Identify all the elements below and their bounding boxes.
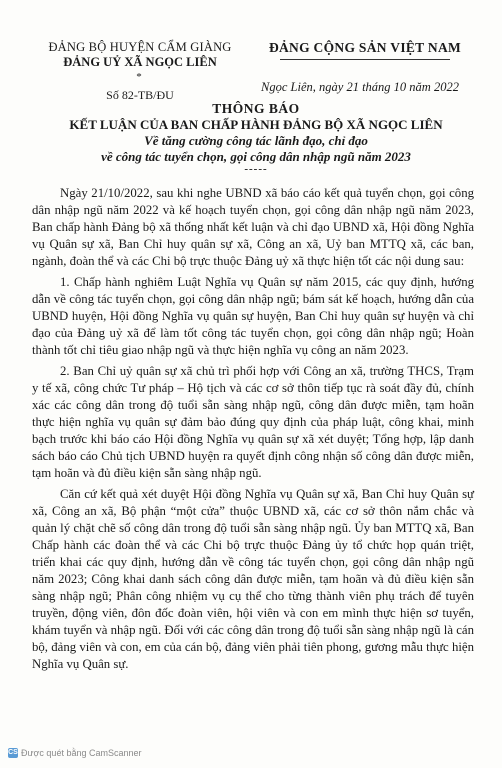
camscanner-icon: CS bbox=[8, 749, 18, 756]
document-date: Ngọc Liên, ngày 21 tháng 10 năm 2022 bbox=[261, 80, 459, 94]
title-separator: ----- bbox=[244, 163, 268, 175]
document-number: Số 82-TB/ĐU bbox=[106, 88, 174, 102]
scanner-text: Được quét bằng CamScanner bbox=[21, 748, 142, 758]
scanner-watermark bbox=[8, 748, 142, 758]
paragraph: Ngày 21/10/2022, sau khi nghe UBND xã báo cáo kết quả tuyển chọn, gọi công dân nhập ngũ năm 2022 và kế hoạch tuyển chọn, gọi công dân nhập ngũ năm 2023, Ban chấp hành Đảng bộ xã thống nhất kết luận và chỉ đạo UBND xã, Hội đồng Nghĩa vụ Quân sự xã, Ban Chỉ huy quân sự xã, Công an xã, Uỷ ban MTTQ xã, các ban, ngành, đoàn thể và các Chi bộ trực thuộc Đảng uỷ xã thực hiện tốt các nội dung sau: bbox=[32, 186, 474, 268]
issuing-authority bbox=[40, 40, 240, 103]
party-committee-commune: ĐẢNG UỶ XÃ NGỌC LIÊN bbox=[63, 55, 217, 69]
paragraph: Căn cứ kết quả xét duyệt Hội đồng Nghĩa vụ Quân sự xã, Ban Chỉ huy Quân sự xã, Công an xã, Bộ phận “một cửa” thuộc UBND xã, các cơ sở thôn nắm chắc và quản lý chặt chẽ số công dân trong độ tuổi sẵn sàng nhập ngũ. Ủy ban MTTQ xã, Ban Chấp hành các đoàn thể và các Chi bộ trực thuộc Đảng ủy tổ chức họp quán triệt, triển khai các quy định, hướng dẫn về công tác tuyển chọn, gọi công dân nhập ngũ năm 2023; Công khai danh sách công dân được miễn, tạm hoãn và đủ điều kiện sẵn sàng nhập ngũ; Phân công nhiệm vụ cụ thể cho từng thành viên phụ trách để tuyên truyền, động viên, đôn đốc đoàn viên, hội viên và con em mình thực hiện sơ tuyển, khám tuyển và nhập ngũ. Đối với các công dân trong độ tuổi sẵn sàng nhập ngũ là cán bộ, đảng viên và con, em của cán bộ, đảng viên phải tiên phong, gương mẫu thực hiện Nghĩa vụ Quân sự. bbox=[32, 487, 474, 671]
party-name-header bbox=[255, 40, 475, 60]
title-line-2: KẾT LUẬN CỦA BAN CHẤP HÀNH ĐẢNG BỘ XÃ NGỌC LIÊN bbox=[69, 117, 443, 132]
document-body bbox=[32, 185, 474, 677]
title-line-3: Về tăng cường công tác lãnh đạo, chỉ đạo bbox=[144, 133, 368, 148]
party-committee-district: ĐẢNG BỘ HUYỆN CẨM GIÀNG bbox=[48, 40, 232, 54]
paragraph: 2. Ban Chỉ uỷ quân sự xã chủ trì phối hợp với Công an xã, trường THCS, Trạm y tế xã, công chức Tư pháp – Hộ tịch và các cơ sở thôn tiếp tục rà soát đầy đủ, chính xác các công dân trong độ tuổi sẵn sàng nhập ngũ, công dân được miễn, tạm hoãn thực hiện nghĩa vụ quân sự đảm bảo đúng quy định của pháp luật, công khai, minh bạch trước khi báo cáo Hội đồng Nghĩa vụ quân sự xã xét duyệt; Tổng hợp, lập danh sách báo cáo Chủ tịch UBND huyện ra quyết định công nhận số công dân được miễn, tạm hoãn và đủ điều kiện sẵn sàng nhập ngũ. bbox=[32, 364, 474, 480]
header-star: * bbox=[136, 71, 144, 83]
paragraph: 1. Chấp hành nghiêm Luật Nghĩa vụ Quân sự năm 2015, các quy định, hướng dẫn về công tác tuyển chọn, gọi công dân nhập ngũ; bám sát kế hoạch, hướng dẫn của UBND huyện, Hội đồng Nghĩa vụ quân sự huyện, Ban Chỉ huy quân sự huyện và chỉ đạo của Đảng uỷ xã để làm tốt công tác tuyển chọn, gọi công dân nhập ngũ; Hoàn thành tốt chỉ tiêu giao nhập ngũ và thực hiện nghĩa vụ công an năm 2023. bbox=[32, 275, 474, 357]
party-name-underline bbox=[280, 59, 450, 60]
title-line-1: THÔNG BÁO bbox=[212, 101, 300, 116]
party-name: ĐẢNG CỘNG SẢN VIỆT NAM bbox=[268, 40, 462, 55]
document-title bbox=[30, 100, 482, 173]
title-line-4: về công tác tuyển chọn, gọi công dân nhập ngũ năm 2023 bbox=[101, 149, 411, 164]
